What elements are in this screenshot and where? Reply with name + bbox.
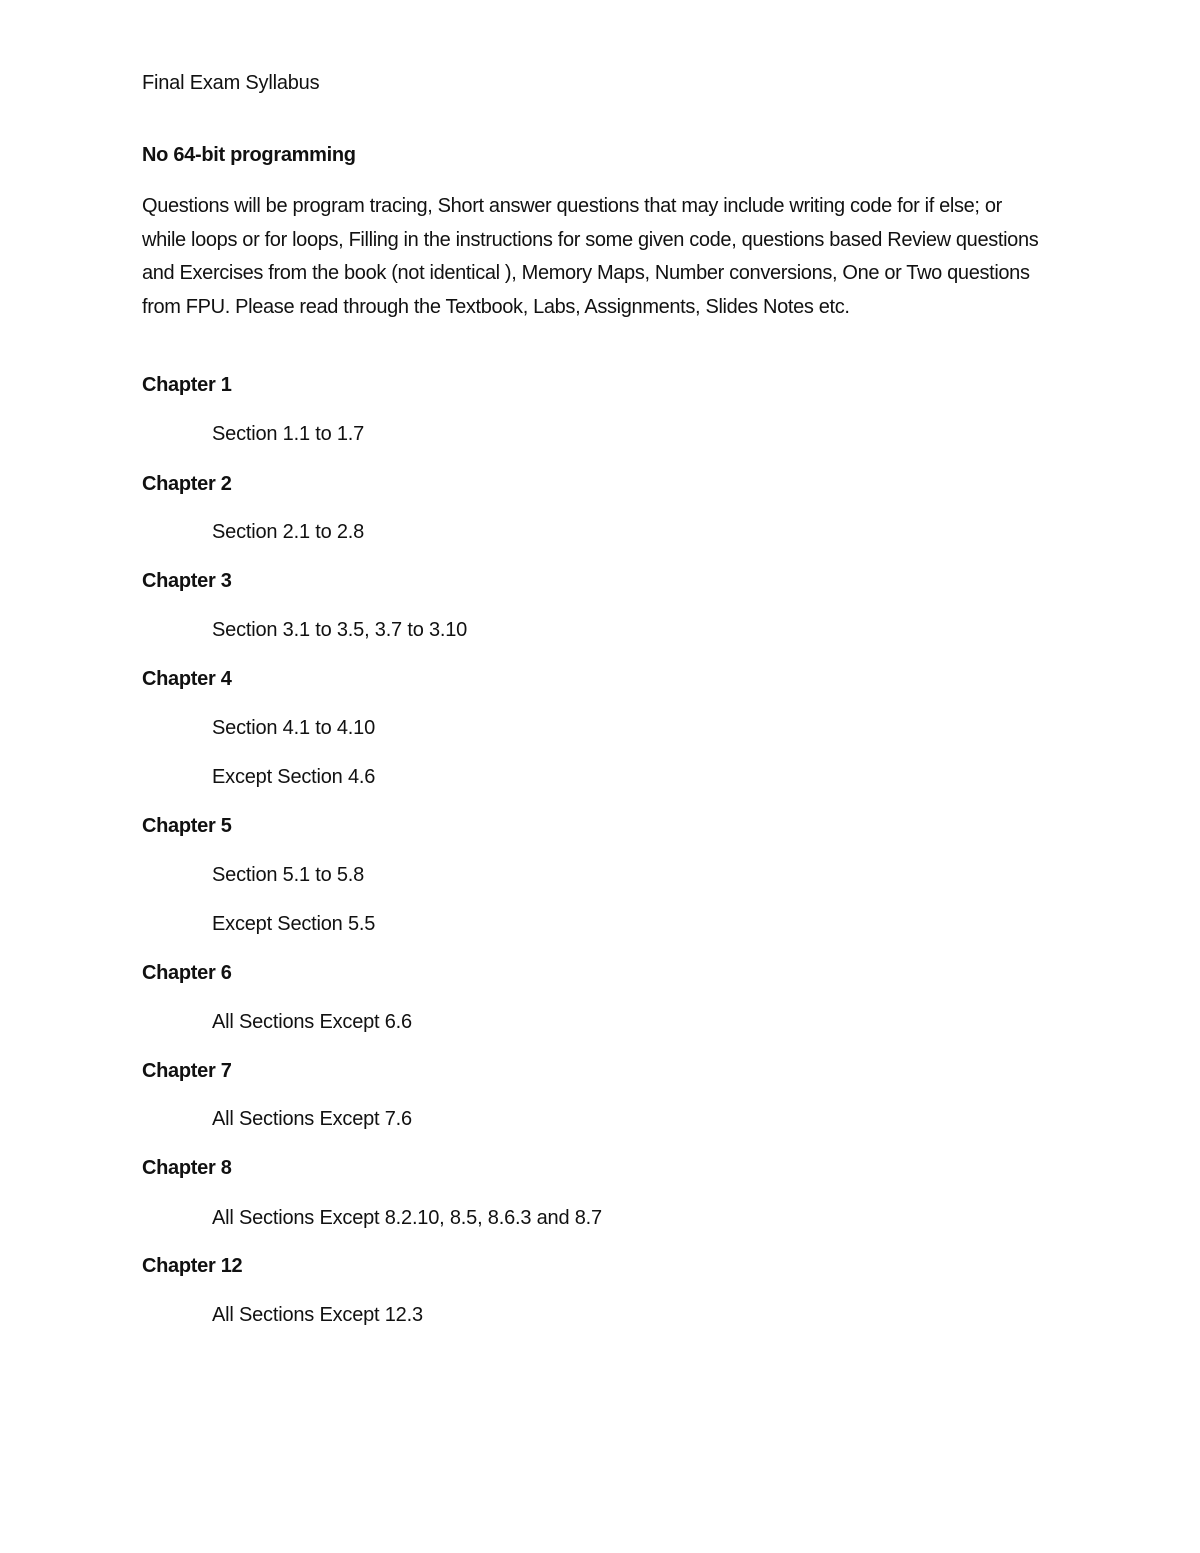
chapter-heading: Chapter 1 [142,374,232,396]
section-line: All Sections Except 7.6 [212,1108,412,1130]
chapter-heading: Chapter 4 [142,668,232,690]
chapter-heading: Chapter 7 [142,1060,232,1082]
section-line: Section 2.1 to 2.8 [212,521,365,543]
chapter-heading: Chapter 5 [142,815,232,837]
intro-paragraph: Questions will be program tracing, Short answer questions that may include writing code for if else; or while loops or for loops, Filling in the instructions for some given code, questions based Review questions and Exercises from the book (not identical ), Memory Maps, Number conversions, One or Two questions from FPU. Please read through the Textbook, Labs, Assignments, Slides Notes etc. [142,195,1039,318]
section-line: Except Section 4.6 [212,766,376,788]
section-line: Except Section 5.5 [212,913,376,935]
section-line: All Sections Except 12.3 [212,1304,423,1326]
section-line: Section 3.1 to 3.5, 3.7 to 3.10 [212,619,468,641]
notice-heading: No 64-bit programming [142,144,356,166]
section-line: Section 1.1 to 1.7 [212,423,365,445]
section-line: All Sections Except 8.2.10, 8.5, 8.6.3 and 8.7 [212,1207,602,1229]
chapter-heading: Chapter 6 [142,962,232,984]
section-line: Section 4.1 to 4.10 [212,717,375,739]
section-line: Section 5.1 to 5.8 [212,864,365,886]
section-line: All Sections Except 6.6 [212,1011,412,1033]
chapter-heading: Chapter 8 [142,1157,232,1179]
chapter-heading: Chapter 2 [142,473,232,495]
chapter-heading: Chapter 3 [142,570,232,592]
chapter-heading: Chapter 12 [142,1255,243,1277]
document-title: Final Exam Syllabus [142,72,320,94]
